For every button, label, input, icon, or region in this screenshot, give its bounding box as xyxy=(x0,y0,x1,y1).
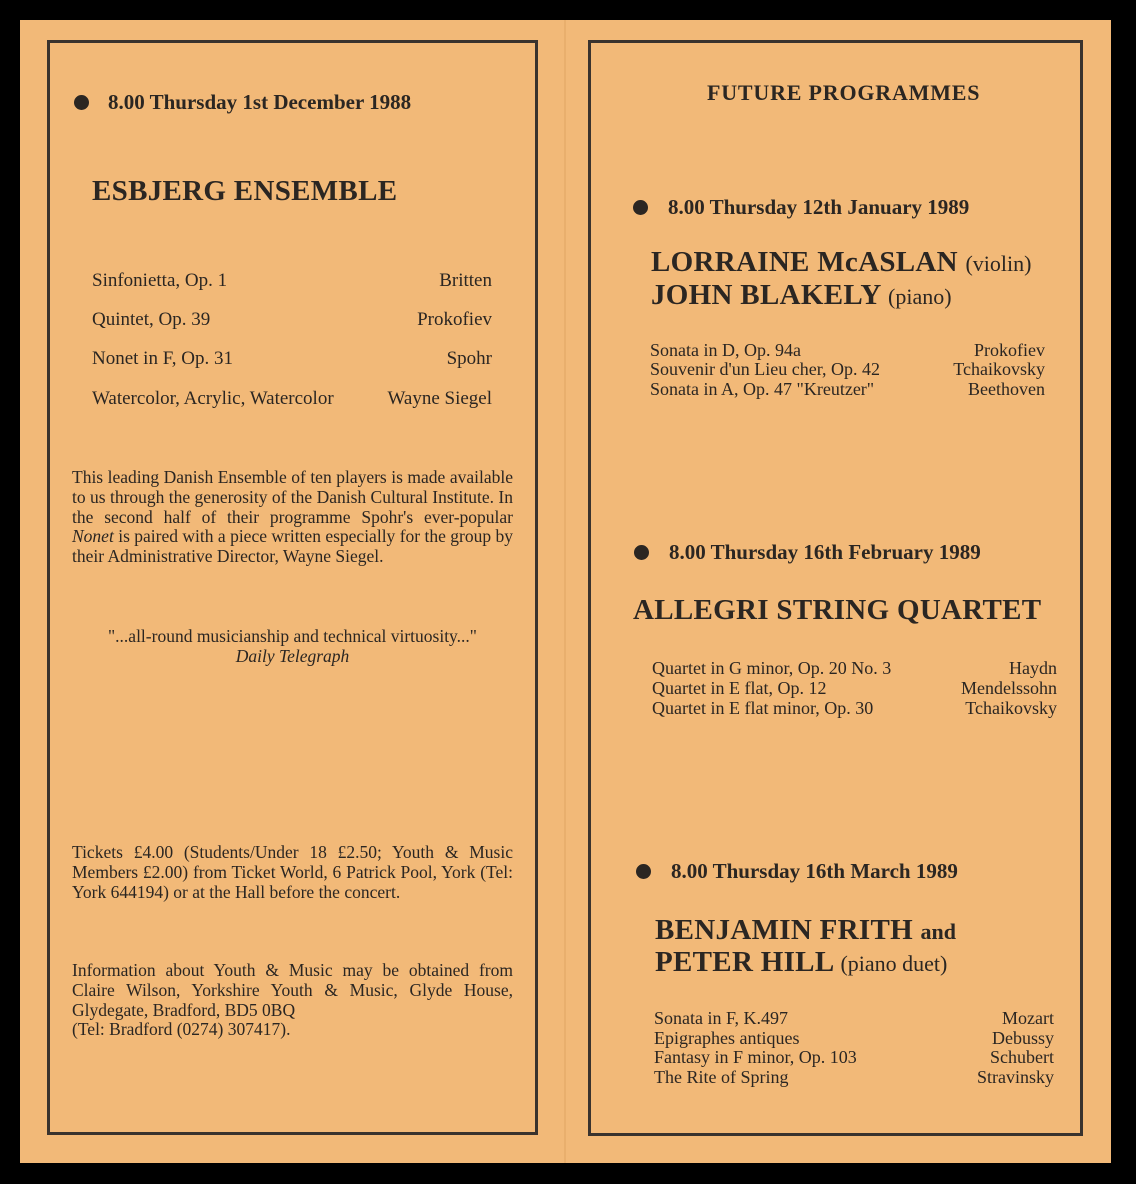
quote-source: Daily Telegraph xyxy=(235,646,350,666)
bullet-icon xyxy=(634,545,649,560)
performer-name: PETER HILL xyxy=(655,946,833,978)
work-title: Nonet in F, Op. 31 xyxy=(92,348,233,369)
performer-line xyxy=(655,914,956,947)
concert-date: 8.00 Thursday 12th January 1989 xyxy=(668,195,970,219)
italic-title: Nonet xyxy=(72,526,114,547)
composer: Tchaikovsky xyxy=(953,359,1045,379)
composer: Debussy xyxy=(992,1028,1054,1048)
performer-name: LORRAINE McASLAN xyxy=(651,246,958,278)
work-title: Souvenir d'un Lieu cher, Op. 42 xyxy=(650,359,880,379)
programme-row xyxy=(92,348,492,370)
programme-row xyxy=(650,359,1045,380)
ensemble-description: This leading Danish Ensemble of ten players is made available to us through the generosity of the Danish Cultural Institute. In the second half of their programme Spohr's ever-popular Nonet is paired with a piece written especially for the group by their Administrative Director, Wayne Siegel. xyxy=(72,467,513,567)
programme-row xyxy=(654,1028,1054,1049)
composer: Spohr xyxy=(446,348,492,369)
programme-row xyxy=(92,388,492,410)
concert-date: 8.00 Thursday 1st December 1988 xyxy=(108,90,412,114)
composer: Prokofiev xyxy=(974,340,1045,360)
future-programmes-heading: FUTURE PROGRAMMES xyxy=(707,80,981,105)
info-phone: (Tel: Bradford (0274) 307417). xyxy=(72,1019,291,1040)
work-title: Sonata in F, K.497 xyxy=(654,1008,789,1028)
composer: Wayne Siegel xyxy=(387,388,492,409)
performer-name: JOHN BLAKELY xyxy=(651,279,881,311)
bullet-icon xyxy=(74,95,89,110)
bullet-icon xyxy=(636,864,651,879)
composer: Haydn xyxy=(1009,658,1057,678)
composer: Britten xyxy=(439,270,492,291)
work-title: Quartet in E flat minor, Op. 30 xyxy=(652,698,874,718)
performer-role: (piano duet) xyxy=(840,951,948,976)
work-title: Sinfonietta, Op. 1 xyxy=(92,270,228,291)
composer: Mozart xyxy=(1002,1008,1054,1028)
programme-row xyxy=(92,309,492,331)
performer-name: BENJAMIN FRITH xyxy=(655,914,913,946)
youth-music-info xyxy=(72,961,513,1040)
programme-row xyxy=(650,340,1045,361)
performer-line xyxy=(651,279,952,312)
work-title: Watercolor, Acrylic, Watercolor xyxy=(92,388,334,409)
programme-row xyxy=(652,658,1057,679)
quote-text: "...all-round musicianship and technical virtuosity..." xyxy=(108,626,477,646)
composer: Prokofiev xyxy=(417,309,492,330)
concert-date: 8.00 Thursday 16th March 1989 xyxy=(671,859,958,883)
composer: Mendelssohn xyxy=(961,678,1057,698)
composer: Beethoven xyxy=(968,379,1045,399)
performer-connector: and xyxy=(920,919,957,944)
work-title: Quartet in E flat, Op. 12 xyxy=(652,678,827,698)
concert-date: 8.00 Thursday 16th February 1989 xyxy=(669,540,981,564)
work-title: Quartet in G minor, Op. 20 No. 3 xyxy=(652,658,892,678)
fold-line xyxy=(564,20,566,1163)
work-title: Fantasy in F minor, Op. 103 xyxy=(654,1047,857,1067)
programme-row xyxy=(654,1067,1054,1088)
performer-name: ALLEGRI STRING QUARTET xyxy=(633,594,1042,626)
press-quote xyxy=(72,626,513,666)
programme-row xyxy=(650,379,1045,400)
performer-line xyxy=(651,246,1031,279)
bullet-icon xyxy=(633,200,648,215)
performer-role: (piano) xyxy=(888,284,952,309)
work-title: Epigraphes antiques xyxy=(654,1028,800,1048)
ensemble-title: ESBJERG ENSEMBLE xyxy=(92,175,398,207)
work-title: Sonata in A, Op. 47 "Kreutzer" xyxy=(650,379,875,399)
programme-row xyxy=(654,1008,1054,1029)
work-title: The Rite of Spring xyxy=(654,1067,789,1087)
programme-row xyxy=(652,678,1057,699)
work-title: Sonata in D, Op. 94a xyxy=(650,340,801,360)
performer-line xyxy=(655,946,947,979)
programme-row xyxy=(652,698,1057,719)
performer-role: (violin) xyxy=(965,251,1032,276)
composer: Tchaikovsky xyxy=(965,698,1057,718)
ticket-info: Tickets £4.00 (Students/Under 18 £2.50; Youth & Music Members £2.00) from Ticket World, 6 Patrick Pool, York (Tel: York 644194) or at the Hall before the concert. xyxy=(72,842,513,902)
info-text: Information about Youth & Music may be obtained from Claire Wilson, Yorkshire Youth & Music, Glyde House, Glydegate, Bradford, BD5 0BQ xyxy=(72,960,513,1020)
work-title: Quintet, Op. 39 xyxy=(92,309,211,330)
composer: Stravinsky xyxy=(976,1067,1054,1087)
programme-row xyxy=(654,1047,1054,1068)
composer: Schubert xyxy=(990,1047,1054,1067)
programme-row xyxy=(92,270,492,292)
